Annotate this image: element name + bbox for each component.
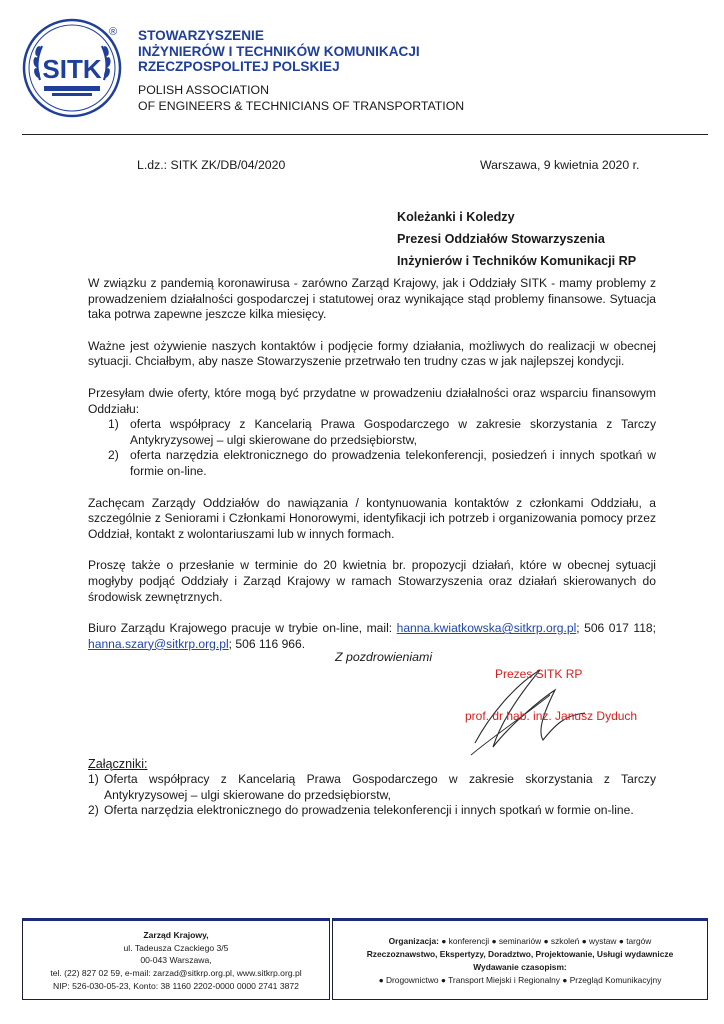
footer-street: ul. Tadeusza Czackiego 3/5 — [123, 943, 229, 953]
org-name-pl-line: STOWARZYSZENIE — [138, 28, 264, 43]
list-text: oferta narzędzia elektronicznego do prowadzenia telekonferencji, posiedzeń i innych spotkań w formie on-line. — [130, 448, 656, 478]
footer-address-box — [22, 918, 330, 1000]
org-name-en-line: POLISH ASSOCIATION — [138, 83, 269, 97]
list-item — [88, 448, 656, 479]
paragraph: Ważne jest ożywienie naszych kontaktów i podjęcie formy działania, możliwych do realizacji w obecnej sytuacji. Chciałbym, aby nasze Stowarzyszenie przetrwało ten trudny czas w jak najlepszej kondycji. — [88, 338, 656, 369]
footer-services: Rzeczoznawstwo, Ekspertyzy, Doradztwo, Projektowanie, Usługi wydawnicze — [366, 949, 674, 959]
list-item — [88, 417, 656, 448]
addressee-line: Prezesi Oddziałów Stowarzyszenia — [397, 232, 605, 246]
list-text: oferta współpracy z Kancelarią Prawa Gospodarczego w zakresie skorzystania z Tarczy Antykryzysowej – ulgi skierowane do przedsiębiorstw, — [130, 417, 656, 447]
paragraph: Proszę także o przesłanie w terminie do 20 kwietnia br. propozycji działań, które w obecnej sytuacji mogłyby podjąć Oddziały i Zarząd Krajowy w ramach Stowarzyszenia oraz działań skierowanych do środowisk zewnętrznych. — [88, 558, 656, 604]
footer-publishing-label: Wydawanie czasopism: — [473, 962, 567, 972]
logo-text: SITK — [42, 54, 102, 84]
list-item — [88, 772, 656, 803]
footer-city: 00-043 Warszawa, — [140, 955, 212, 965]
contact-paragraph — [88, 621, 656, 652]
footer-publishing-items: ● Drogownictwo ● Transport Miejski i Regionalny ● Przegląd Komunikacyjny — [378, 975, 662, 985]
list-text: Oferta współpracy z Kancelarią Prawa Gospodarczego w zakresie skorzystania z Tarczy Antykryzysowej – ulgi skierowane do przedsiębiorstw, — [104, 772, 656, 802]
offers-intro: Przesyłam dwie oferty, które mogą być przydatne w prowadzeniu działalności oraz wsparciu finansowym Oddziału: — [88, 385, 656, 416]
list-item — [88, 803, 656, 819]
paragraph: Zachęcam Zarządy Oddziałów do nawiązania / kontynuowania kontaktów z członkami Oddziału, a szczególnie z Seniorami i Członkami Honorowymi, identyfikacji ich potrzeb i organizowania pomocy przez Oddział, kontakt z wolontariuszami lub w innych formach. — [88, 495, 656, 541]
org-name-pl — [138, 28, 420, 75]
offers-block — [88, 386, 656, 480]
phone-number: ; 506 116 966. — [228, 636, 306, 651]
footer-organization — [333, 935, 707, 948]
email-link-szary[interactable]: hanna.szary@sitkrp.org.pl — [88, 636, 229, 651]
letter-body — [88, 276, 656, 668]
org-name-en-line: OF ENGINEERS & TECHNICIANS OF TRANSPORTATION — [138, 99, 465, 113]
org-name-pl-line: INŻYNIERÓW I TECHNIKÓW KOMUNIKACJI — [138, 43, 420, 59]
contact-text: Biuro Zarządu Krajowego pracuje w trybie on-line, mail: — [88, 621, 397, 636]
addressee-line: Koleżanki i Koledzy — [397, 210, 515, 224]
footer-org-items: ● konferencji ● seminariów ● szkoleń ● wystaw ● targów — [441, 936, 652, 946]
attachments-heading: Załączniki: — [88, 757, 148, 771]
addressee — [397, 206, 636, 272]
header-divider — [22, 134, 708, 135]
addressee-line: Inżynierów i Techników Komunikacji RP — [397, 254, 637, 268]
phone-number: ; 506 017 118; — [576, 621, 657, 636]
list-number: 1) — [108, 417, 119, 432]
reference-number: L.dz.: SITK ZK/DB/04/2020 — [137, 158, 286, 172]
list-number: 2) — [88, 803, 99, 818]
footer-board-title: Zarząd Krajowy, — [143, 930, 209, 940]
footer-activities-box — [332, 918, 708, 1000]
email-link-kwiatkowska[interactable]: hanna.kwiatkowska@sitkrp.org.pl — [396, 621, 577, 636]
paragraph: W związku z pandemią koronawirusa - zarówno Zarząd Krajowy, jak i Oddziały SITK - mamy problemy z prowadzeniem działalności gospodarczej i statutowej oraz wynikające stąd problemy finansowe. Sytuacja taka potrwa zapewne jeszcze kilka miesięcy. — [88, 276, 656, 322]
list-number: 1) — [88, 772, 99, 786]
footer-ids: NIP: 526-030-05-23, Konto: 38 1160 2202-0000 0000 2741 3872 — [53, 981, 299, 991]
footer-contact: tel. (22) 827 02 59, e-mail: zarzad@sitkrp.org.pl, www.sitkrp.org.pl — [50, 968, 302, 978]
closing: Z pozdrowieniami — [335, 650, 433, 664]
attachments-list — [88, 772, 656, 819]
place-date: Warszawa, 9 kwietnia 2020 r. — [480, 158, 640, 172]
list-text: Oferta narzędzia elektronicznego do prowadzenia telekonferencji i innych spotkań w formie on-line. — [104, 803, 634, 818]
offers-list — [88, 417, 656, 479]
signature-title: Prezes SITK RP — [495, 667, 583, 681]
sitk-logo — [22, 18, 122, 118]
org-name-pl-line: RZECZPOSPOLITEJ POLSKIEJ — [138, 59, 340, 74]
footer-org-label: Organizacja: — [388, 936, 439, 946]
signature-name: prof. dr hab. inż. Janusz Dyduch — [465, 709, 638, 723]
org-name-en — [138, 82, 464, 114]
list-number: 2) — [108, 448, 119, 463]
registered-mark: ® — [109, 26, 118, 38]
